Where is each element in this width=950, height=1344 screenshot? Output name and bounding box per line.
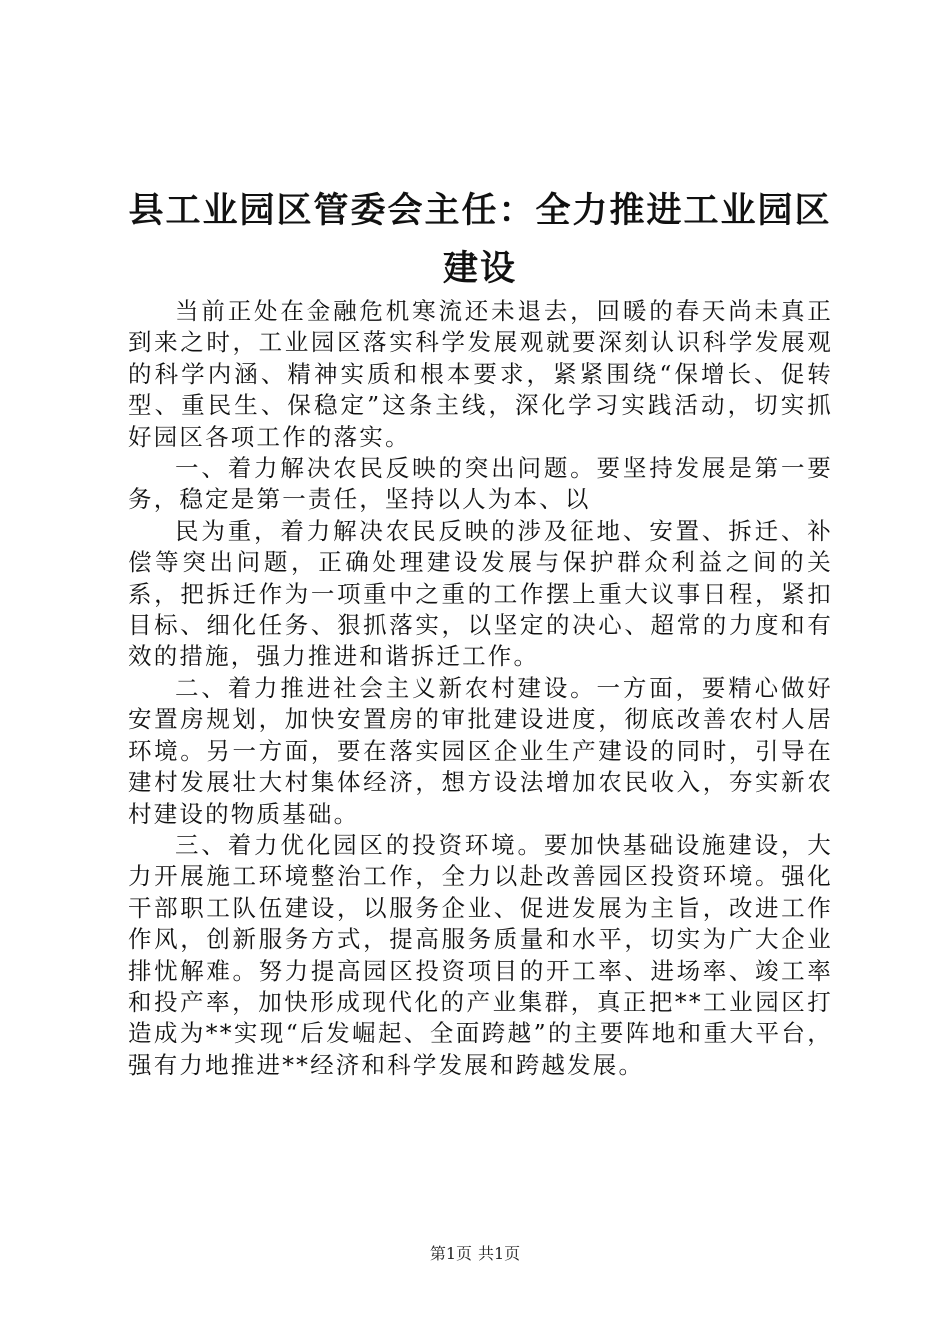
paragraph-intro: 当前正处在金融危机寒流还未退去，回暖的春天尚未真正到来之时，工业园区落实科学发展观就要深刻认识科学发展观的科学内涵、精神实质和根本要求，紧紧围绕“保增长、促转型、重民生、保稳定”这条主线，深化学习实践活动，切实抓好园区各项工作的落实。 xyxy=(128,297,833,451)
paragraph-section-three: 三、着力优化园区的投资环境。要加快基础设施建设，大力开展施工环境整治工作，全力以赴改善园区投资环境。强化干部职工队伍建设，以服务企业、促进发展为主旨，改进工作作风，创新服务方式，提高服务质量和水平，切实为广大企业排忧解难。努力提高园区投资项目的开工率、进场率、竣工率和投产率，加快形成现代化的产业集群，真正把**工业园区打造成为**实现“后发崛起、全面跨越”的主要阵地和重大平台，强有力地推进**经济和科学发展和跨越发展。 xyxy=(128,830,833,1079)
document-title: 县工业园区管委会主任：全力推进工业园区建设 xyxy=(128,191,832,289)
document-body xyxy=(128,296,833,1081)
page-footer xyxy=(0,1244,950,1264)
page-number: 第1页 xyxy=(429,1244,472,1263)
paragraph-section-one-heading: 一、着力解决农民反映的突出问题。要坚持发展是第一要务，稳定是第一责任，坚持以人为本、以 xyxy=(128,454,833,514)
paragraph-section-one-body: 民为重，着力解决农民反映的涉及征地、安置、拆迁、补偿等突出问题，正确处理建设发展与保护群众利益之间的关系，把拆迁作为一项重中之重的工作摆上重大议事日程，紧扣目标、细化任务、狠抓落实，以坚定的决心、超常的力度和有效的措施，强力推进和谐拆迁工作。 xyxy=(128,516,833,671)
paragraph-section-two: 二、着力推进社会主义新农村建设。一方面，要精心做好安置房规划，加快安置房的审批建设进度，彻底改善农村人居环境。另一方面，要在落实园区企业生产建设的同时，引导在建村发展壮大村集体经济，想方设法增加农民收入，夯实新农村建设的物质基础。 xyxy=(128,673,833,828)
page-total: 共1页 xyxy=(478,1244,521,1263)
